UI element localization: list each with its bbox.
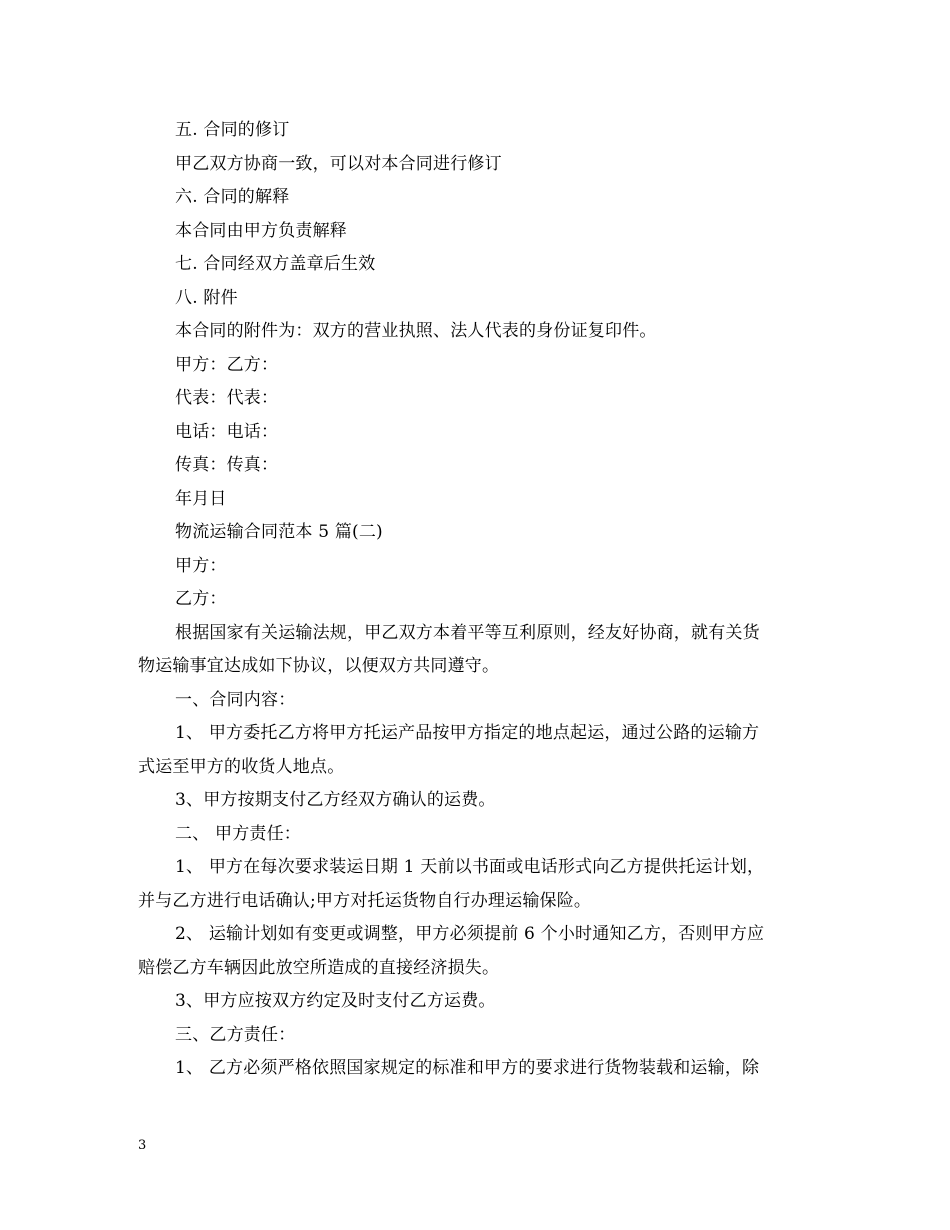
contract-title: 物流运输合同范本 5 篇(二) [175,522,383,542]
paragraph [138,918,812,985]
section-heading-interpretation: 六. 合同的解释 [175,187,290,207]
section-heading-party-b-duties: 三、乙方责任： [175,1024,296,1045]
paragraph-continuation: 式运至甲方的收货人地点。 [138,756,345,777]
signature-representative-line: 代表：代表： [175,388,279,408]
paragraph [138,1052,812,1086]
signature-date-line: 年月日 [175,488,227,509]
party-a-line: 甲方： [175,555,227,576]
text-line: 甲乙双方协商一致，可以对本合同进行修订 [175,153,502,174]
signature-phone-line: 电话：电话： [175,421,279,442]
signature-fax-line: 传真：传真： [175,455,279,475]
paragraph-continuation: 并与乙方进行电话确认;甲方对托运货物自行办理运输保险。 [138,890,592,911]
page-number: 3 [138,1138,147,1153]
signature-party-line: 甲方：乙方： [175,354,279,375]
paragraph-first-line: 3、甲方应按双方约定及时支付乙方运费。 [175,991,496,1011]
section-heading-contract-content: 一、合同内容： [175,689,296,710]
paragraph-first-line: 1、 乙方必须严格依照国家规定的标准和甲方的要求进行货物装载和运输，除 [175,1058,760,1078]
paragraph-first-line: 2、 运输计划如有变更或调整，甲方必须提前 6 个小时通知乙方，否则甲方应 [175,924,765,944]
paragraph [138,818,812,852]
paragraph [138,617,812,684]
section-heading-attachments: 八. 附件 [175,287,238,308]
paragraph-continuation: 物运输事宜达成如下协议，以便双方共同遵守。 [138,656,500,676]
paragraph [138,684,812,718]
section-heading-effectiveness: 七. 合同经双方盖章后生效 [175,254,376,274]
paragraph [138,1019,812,1053]
paragraph-first-line: 3、甲方按期支付乙方经双方确认的运费。 [175,790,496,810]
paragraph [138,985,812,1019]
text-line: 本合同由甲方负责解释 [175,220,347,241]
paragraph-first-line: 1、 甲方委托乙方将甲方托运产品按甲方指定的地点起运，通过公路的运输方 [175,723,760,743]
document-body [138,114,812,1086]
paragraph [138,851,812,918]
text-line: 本合同的附件为：双方的营业执照、法人代表的身份证复印件。 [175,321,657,341]
party-b-line: 乙方： [175,589,227,609]
paragraph-first-line: 根据国家有关运输法规，甲乙双方本着平等互利原则，经友好协商，就有关货 [175,622,760,643]
section-heading-amendment: 五. 合同的修订 [175,120,290,140]
paragraph-first-line: 1、 甲方在每次要求装运日期 1 天前以书面或电话形式向乙方提供托运计划， [175,857,765,877]
paragraph [138,717,812,784]
paragraph-continuation: 赔偿乙方车辆因此放空所造成的直接经济损失。 [138,957,500,978]
section-heading-party-a-duties: 二、 甲方责任： [175,823,302,844]
paragraph [138,784,812,818]
